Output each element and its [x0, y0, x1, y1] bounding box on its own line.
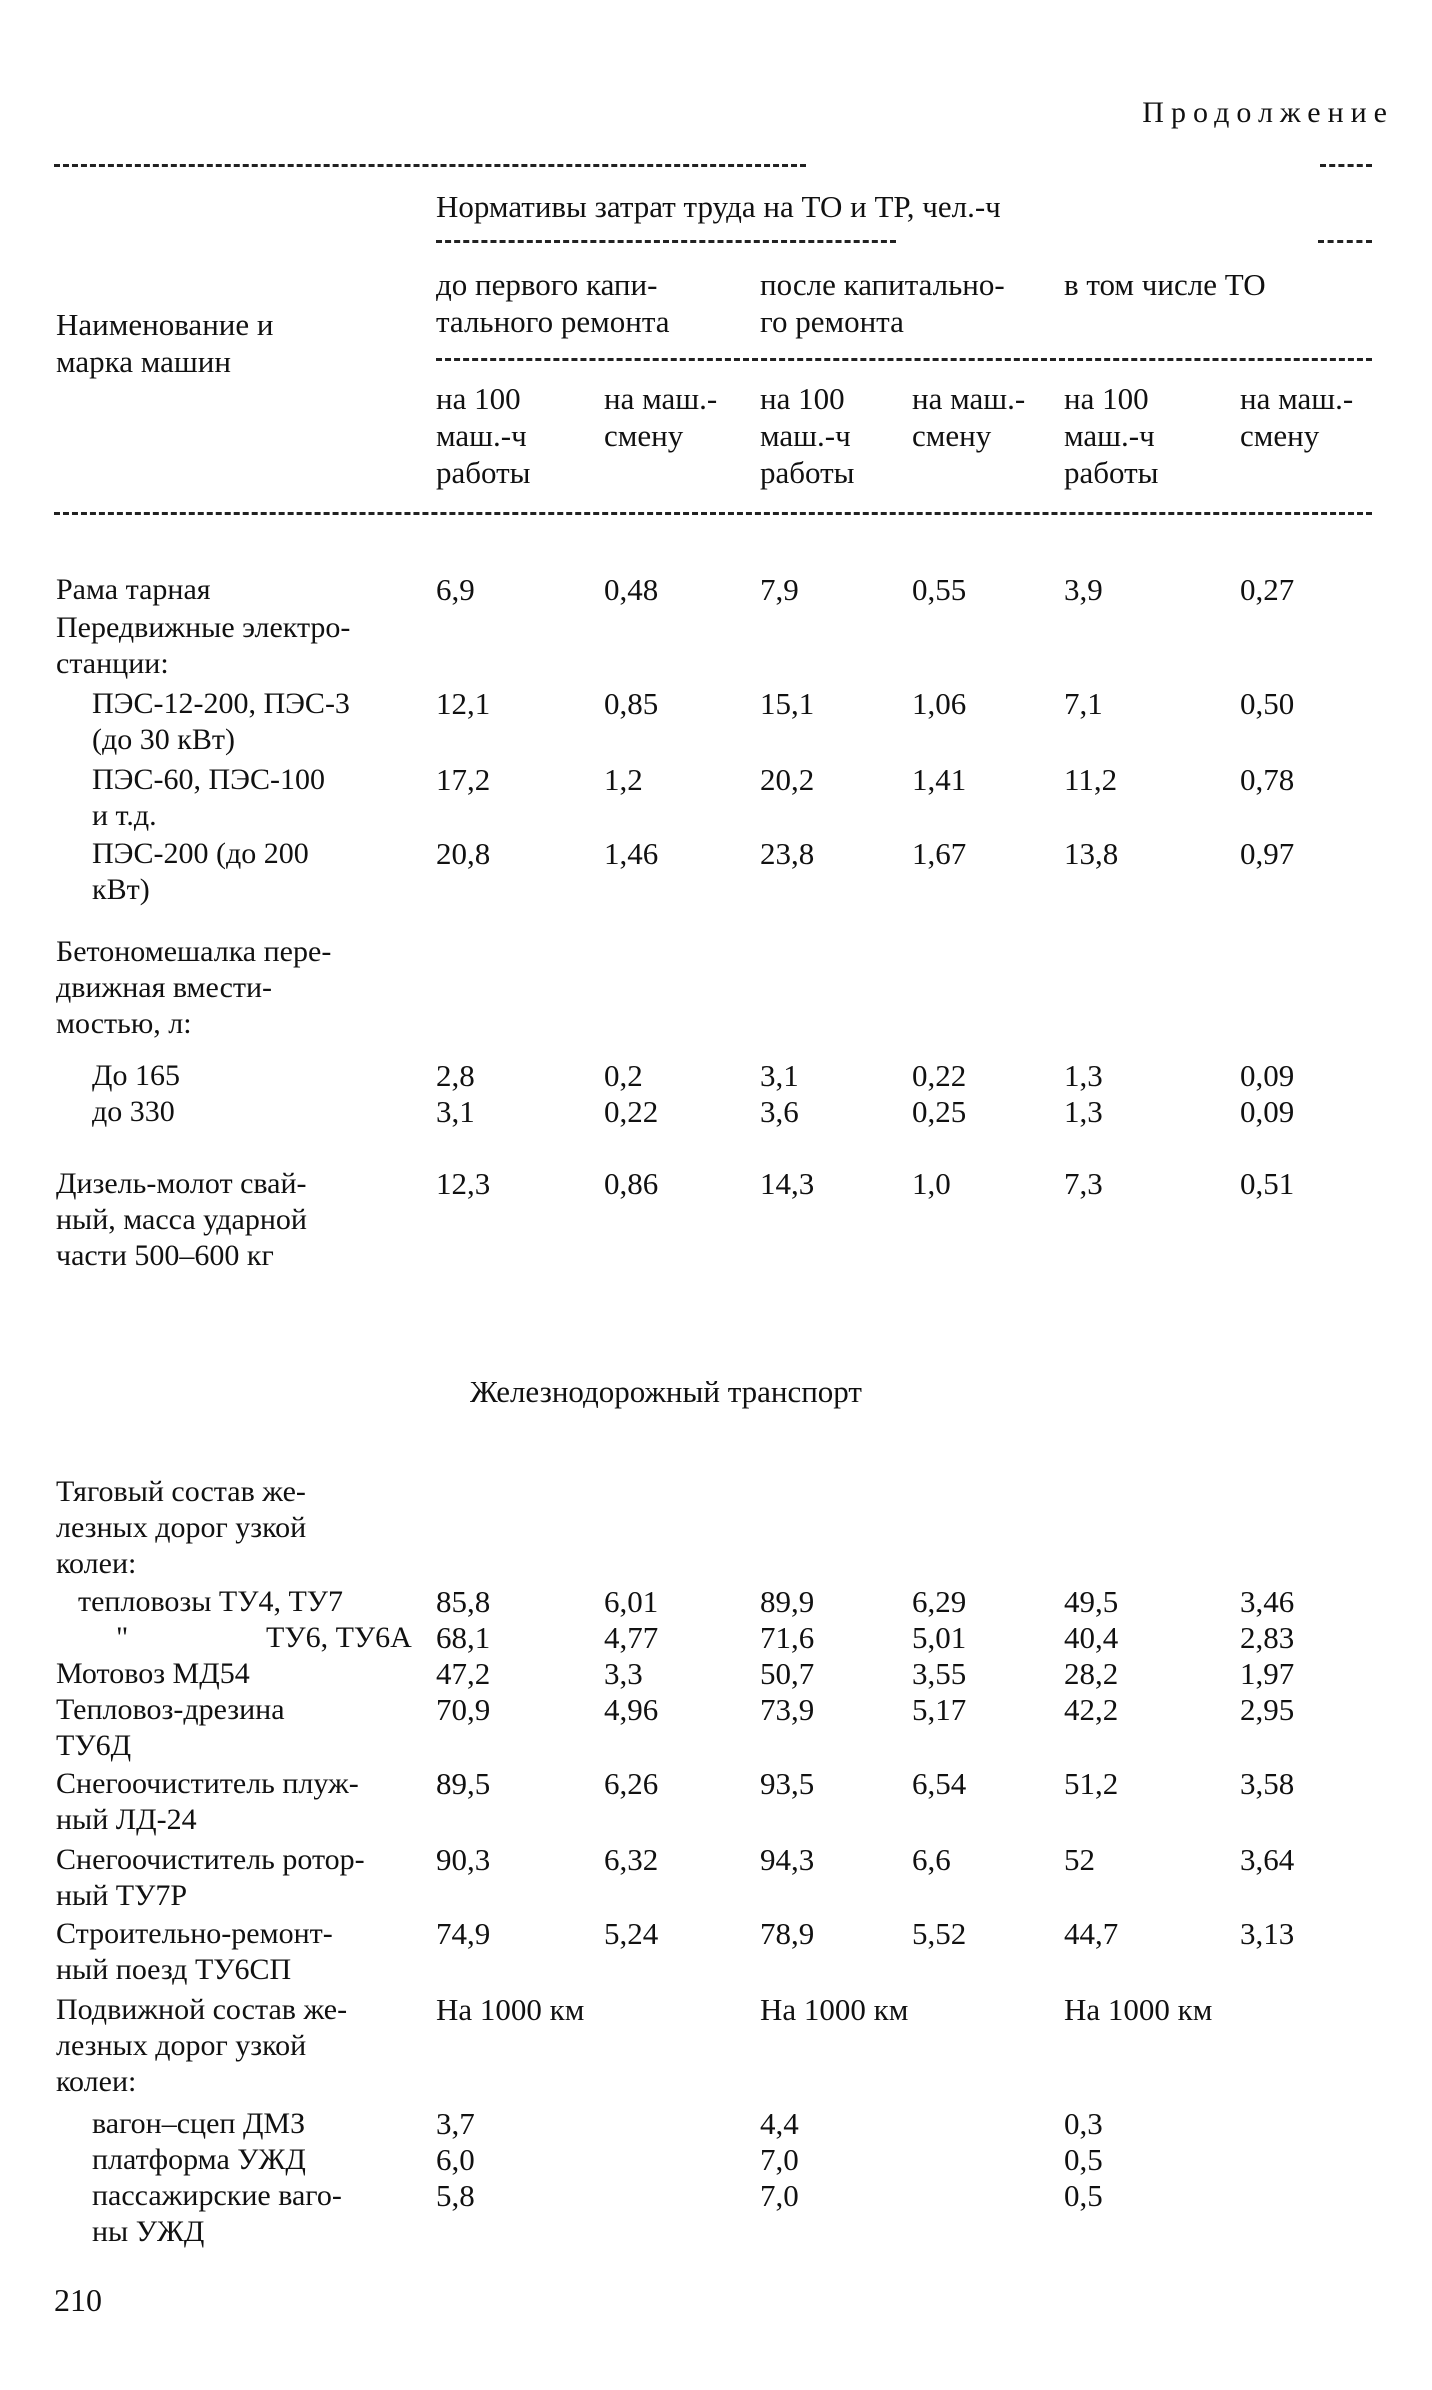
header-col3 — [760, 380, 855, 491]
railway-row-5-value-2: 6,26 — [604, 1766, 659, 1801]
railway-row-5-value-5: 51,2 — [1064, 1766, 1119, 1801]
railway-row-6-value-6: 3,64 — [1240, 1842, 1295, 1877]
railway-row-2-value-2: 4,77 — [604, 1620, 659, 1655]
machines-row-2-value-3: 15,1 — [760, 686, 815, 721]
railway-row-11-name-line-1: пассажирские ваго- — [92, 2179, 342, 2212]
col4-line-2: смену — [912, 418, 992, 453]
railway-row-1-value-5: 49,5 — [1064, 1584, 1119, 1619]
railway-row-5-value-4: 6,54 — [912, 1766, 967, 1801]
railway-row-7-name-line-2: ный поезд ТУ6СП — [56, 1953, 292, 1986]
railway-row-3-value-6: 1,97 — [1240, 1656, 1295, 1691]
header-bottom-rule — [54, 512, 1372, 515]
railway-row-6-value-2: 6,32 — [604, 1842, 659, 1877]
railway-row-9-name-line-1: вагон–сцеп ДМЗ — [92, 2107, 306, 2140]
header-sub1-line-2: тального ремонта — [436, 304, 670, 339]
railway-row-9-value-3: 0,3 — [1064, 2106, 1103, 2141]
machines-row-8-name-line-3: части 500–600 кг — [56, 1239, 274, 1272]
machines-row-3-value-6: 0,78 — [1240, 762, 1295, 797]
railway-row-2-value-3: 71,6 — [760, 1620, 815, 1655]
machines-row-8-name-line-2: ный, масса ударной — [56, 1203, 307, 1236]
railway-row-6-value-4: 6,6 — [912, 1842, 951, 1877]
railway-row-10-name-line-1: платформа УЖД — [92, 2143, 306, 2176]
header-sub3: в том числе ТО — [1064, 267, 1266, 302]
machines-row-6-value-2: 0,2 — [604, 1058, 643, 1093]
machines-row-7-value-2: 0,22 — [604, 1094, 659, 1129]
railway-row-9-value-1: 3,7 — [436, 2106, 475, 2141]
machines-row-7-value-1: 3,1 — [436, 1094, 475, 1129]
header-sub2-line-1: после капитально- — [760, 267, 1005, 302]
machines-row-0-value-6: 0,27 — [1240, 572, 1295, 607]
railway-row-2-value-6: 2,83 — [1240, 1620, 1295, 1655]
machines-row-7-name-line-1: до 330 — [92, 1095, 175, 1128]
railway-row-4-value-2: 4,96 — [604, 1692, 659, 1727]
railway-row-2-value-1: 68,1 — [436, 1620, 491, 1655]
header-group-rule — [436, 240, 896, 243]
railway-row-4-value-3: 73,9 — [760, 1692, 815, 1727]
machines-row-1-name-line-1: Передвижные электро- — [56, 611, 351, 644]
railway-row-1-value-1: 85,8 — [436, 1584, 491, 1619]
railway-row-4-value-1: 70,9 — [436, 1692, 491, 1727]
machines-row-0-value-1: 6,9 — [436, 572, 475, 607]
machines-row-3-name-line-1: ПЭС-60, ПЭС-100 — [92, 763, 325, 796]
header-col6 — [1240, 380, 1353, 454]
machines-row-6-value-5: 1,3 — [1064, 1058, 1103, 1093]
header-name-line-2: марка машин — [56, 344, 231, 379]
machines-row-0-value-5: 3,9 — [1064, 572, 1103, 607]
col6-line-2: смену — [1240, 418, 1320, 453]
machines-row-0-value-4: 0,55 — [912, 572, 967, 607]
machines-row-7-value-5: 1,3 — [1064, 1094, 1103, 1129]
railway-row-4-name-line-1: Тепловоз-дрезина — [56, 1693, 285, 1726]
machines-row-2-value-1: 12,1 — [436, 686, 491, 721]
header-sub-rule — [436, 358, 1372, 361]
machines-row-4-value-6: 0,97 — [1240, 836, 1295, 871]
railway-row-2-value-5: 40,4 — [1064, 1620, 1119, 1655]
machines-row-4-value-4: 1,67 — [912, 836, 967, 871]
railway-row-2-name: ТУ6, ТУ6А — [266, 1621, 412, 1654]
railway-row-5-value-1: 89,5 — [436, 1766, 491, 1801]
machines-row-3-name-line-2: и т.д. — [92, 799, 157, 832]
machines-row-0-name-line-1: Рама тарная — [56, 573, 211, 606]
machines-row-8-value-6: 0,51 — [1240, 1166, 1295, 1201]
railway-row-7-value-6: 3,13 — [1240, 1916, 1295, 1951]
railway-row-4-value-4: 5,17 — [912, 1692, 967, 1727]
machines-row-4-value-2: 1,46 — [604, 836, 659, 871]
railway-row-1-name-line-1: тепловозы ТУ4, ТУ7 — [78, 1585, 344, 1618]
machines-row-8-value-5: 7,3 — [1064, 1166, 1103, 1201]
railway-row-8-value-2: На 1000 км — [760, 1992, 909, 2027]
machines-row-0-value-2: 0,48 — [604, 572, 659, 607]
machines-row-8-value-4: 1,0 — [912, 1166, 951, 1201]
machines-row-3-value-5: 11,2 — [1064, 762, 1118, 797]
railway-row-3-value-1: 47,2 — [436, 1656, 491, 1691]
railway-row-6-value-3: 94,3 — [760, 1842, 815, 1877]
railway-row-3-value-2: 3,3 — [604, 1656, 643, 1691]
railway-row-7-value-3: 78,9 — [760, 1916, 815, 1951]
machines-row-3-value-2: 1,2 — [604, 762, 643, 797]
col3-line-3: работы — [760, 455, 855, 490]
railway-row-2-value-4: 5,01 — [912, 1620, 967, 1655]
col2-line-1: на маш.- — [604, 381, 718, 416]
machines-row-6-value-4: 0,22 — [912, 1058, 967, 1093]
railway-row-7-value-1: 74,9 — [436, 1916, 491, 1951]
col1-line-1: на 100 — [436, 381, 521, 416]
railway-row-6-name-line-1: Снегоочиститель ротор- — [56, 1843, 365, 1876]
railway-row-8-name-line-2: лезных дорог узкой — [56, 2029, 307, 2062]
railway-row-8-value-1: На 1000 км — [436, 1992, 585, 2027]
machines-row-4-name-line-1: ПЭС-200 (до 200 — [92, 837, 309, 870]
machines-row-3-value-1: 17,2 — [436, 762, 491, 797]
machines-row-5-name-line-1: Бетономешалка пере- — [56, 935, 332, 968]
header-group-title: Нормативы затрат труда на ТО и ТР, чел.-ч — [436, 189, 1001, 224]
railway-row-1-value-6: 3,46 — [1240, 1584, 1295, 1619]
col5-line-3: работы — [1064, 455, 1159, 490]
machines-row-7-value-3: 3,6 — [760, 1094, 799, 1129]
railway-row-7-value-4: 5,52 — [912, 1916, 967, 1951]
machines-row-1-name-line-2: станции: — [56, 647, 169, 680]
header-col2 — [604, 380, 717, 454]
railway-row-10-value-2: 7,0 — [760, 2142, 799, 2177]
railway-row-11-value-3: 0,5 — [1064, 2178, 1103, 2213]
railway-row-9-value-2: 4,4 — [760, 2106, 799, 2141]
col6-line-1: на маш.- — [1240, 381, 1354, 416]
top-rule — [54, 164, 806, 167]
railway-row-0-name-line-2: лезных дорог узкой — [56, 1511, 307, 1544]
railway-row-4-value-6: 2,95 — [1240, 1692, 1295, 1727]
page-number: 210 — [54, 2282, 102, 2318]
railway-row-3-name-line-1: Мотовоз МД54 — [56, 1657, 250, 1690]
running-head: Продолжение — [1142, 96, 1394, 129]
col5-line-2: маш.-ч — [1064, 418, 1155, 453]
machines-row-8-name-line-1: Дизель-молот свай- — [56, 1167, 307, 1200]
machines-row-2-value-4: 1,06 — [912, 686, 967, 721]
railway-row-0-name-line-3: колеи: — [56, 1547, 137, 1580]
railway-row-3-value-3: 50,7 — [760, 1656, 815, 1691]
railway-row-7-name-line-1: Строительно-ремонт- — [56, 1917, 333, 1950]
railway-row-4-name-line-2: ТУ6Д — [56, 1729, 132, 1762]
railway-row-1-value-3: 89,9 — [760, 1584, 815, 1619]
railway-row-5-value-3: 93,5 — [760, 1766, 815, 1801]
machines-row-4-value-5: 13,8 — [1064, 836, 1119, 871]
machines-row-4-value-1: 20,8 — [436, 836, 491, 871]
machines-row-2-value-6: 0,50 — [1240, 686, 1295, 721]
railway-row-5-name-line-1: Снегоочиститель плуж- — [56, 1767, 359, 1800]
header-sub1 — [436, 266, 670, 340]
machines-row-6-value-6: 0,09 — [1240, 1058, 1295, 1093]
col3-line-2: маш.-ч — [760, 418, 851, 453]
header-col5 — [1064, 380, 1159, 491]
machines-row-0-value-3: 7,9 — [760, 572, 799, 607]
machines-row-6-value-1: 2,8 — [436, 1058, 475, 1093]
machines-row-3-value-4: 1,41 — [912, 762, 967, 797]
railway-row-6-name-line-2: ный ТУ7Р — [56, 1879, 188, 1912]
header-col4 — [912, 380, 1025, 454]
col3-line-1: на 100 — [760, 381, 845, 416]
railway-row-8-name-line-3: колеи: — [56, 2065, 137, 2098]
machines-row-6-value-3: 3,1 — [760, 1058, 799, 1093]
railway-row-5-name-line-2: ный ЛД-24 — [56, 1803, 197, 1836]
railway-row-7-value-5: 44,7 — [1064, 1916, 1119, 1951]
railway-row-2-ditto: " — [116, 1621, 129, 1654]
machines-row-2-value-5: 7,1 — [1064, 686, 1103, 721]
railway-row-11-value-2: 7,0 — [760, 2178, 799, 2213]
railway-row-6-value-5: 52 — [1064, 1842, 1095, 1877]
railway-row-3-value-5: 28,2 — [1064, 1656, 1119, 1691]
railway-row-3-value-4: 3,55 — [912, 1656, 967, 1691]
header-name-col — [56, 306, 273, 380]
railway-row-4-value-5: 42,2 — [1064, 1692, 1119, 1727]
col2-line-2: смену — [604, 418, 684, 453]
header-name-line-1: Наименование и — [56, 307, 274, 342]
machines-row-4-name-line-2: кВт) — [92, 873, 150, 906]
machines-row-8-value-1: 12,3 — [436, 1166, 491, 1201]
railway-row-0-name-line-1: Тяговый состав же- — [56, 1475, 306, 1508]
header-sub1-line-1: до первого капи- — [436, 267, 658, 302]
header-group-rule-right — [1318, 240, 1372, 243]
railway-row-5-value-6: 3,58 — [1240, 1766, 1295, 1801]
machines-row-8-value-2: 0,86 — [604, 1166, 659, 1201]
railway-row-11-name-line-2: ны УЖД — [92, 2215, 205, 2248]
machines-row-2-name-line-1: ПЭС-12-200, ПЭС-3 — [92, 687, 350, 720]
railway-row-7-value-2: 5,24 — [604, 1916, 659, 1951]
machines-row-2-name-line-2: (до 30 кВт) — [92, 723, 235, 756]
machines-row-5-name-line-3: мостью, л: — [56, 1007, 192, 1040]
machines-row-3-value-3: 20,2 — [760, 762, 815, 797]
machines-row-8-value-3: 14,3 — [760, 1166, 815, 1201]
machines-row-7-value-4: 0,25 — [912, 1094, 967, 1129]
header-sub2-line-2: го ремонта — [760, 304, 904, 339]
col4-line-1: на маш.- — [912, 381, 1026, 416]
machines-row-4-value-3: 23,8 — [760, 836, 815, 871]
section-title: Железнодорожный транспорт — [470, 1374, 862, 1409]
railway-row-8-name-line-1: Подвижной состав же- — [56, 1993, 348, 2026]
railway-row-6-value-1: 90,3 — [436, 1842, 491, 1877]
railway-row-10-value-3: 0,5 — [1064, 2142, 1103, 2177]
machines-row-2-value-2: 0,85 — [604, 686, 659, 721]
machines-row-5-name-line-2: движная вмести- — [56, 971, 273, 1004]
machines-row-7-value-6: 0,09 — [1240, 1094, 1295, 1129]
railway-row-1-value-4: 6,29 — [912, 1584, 967, 1619]
railway-row-1-value-2: 6,01 — [604, 1584, 659, 1619]
top-rule-right — [1320, 164, 1372, 167]
machines-row-6-name-line-1: До 165 — [92, 1059, 180, 1092]
col1-line-2: маш.-ч — [436, 418, 527, 453]
railway-row-11-value-1: 5,8 — [436, 2178, 475, 2213]
header-col1 — [436, 380, 531, 491]
railway-row-8-value-3: На 1000 км — [1064, 1992, 1213, 2027]
header-sub2 — [760, 266, 1005, 340]
railway-row-10-value-1: 6,0 — [436, 2142, 475, 2177]
col5-line-1: на 100 — [1064, 381, 1149, 416]
col1-line-3: работы — [436, 455, 531, 490]
